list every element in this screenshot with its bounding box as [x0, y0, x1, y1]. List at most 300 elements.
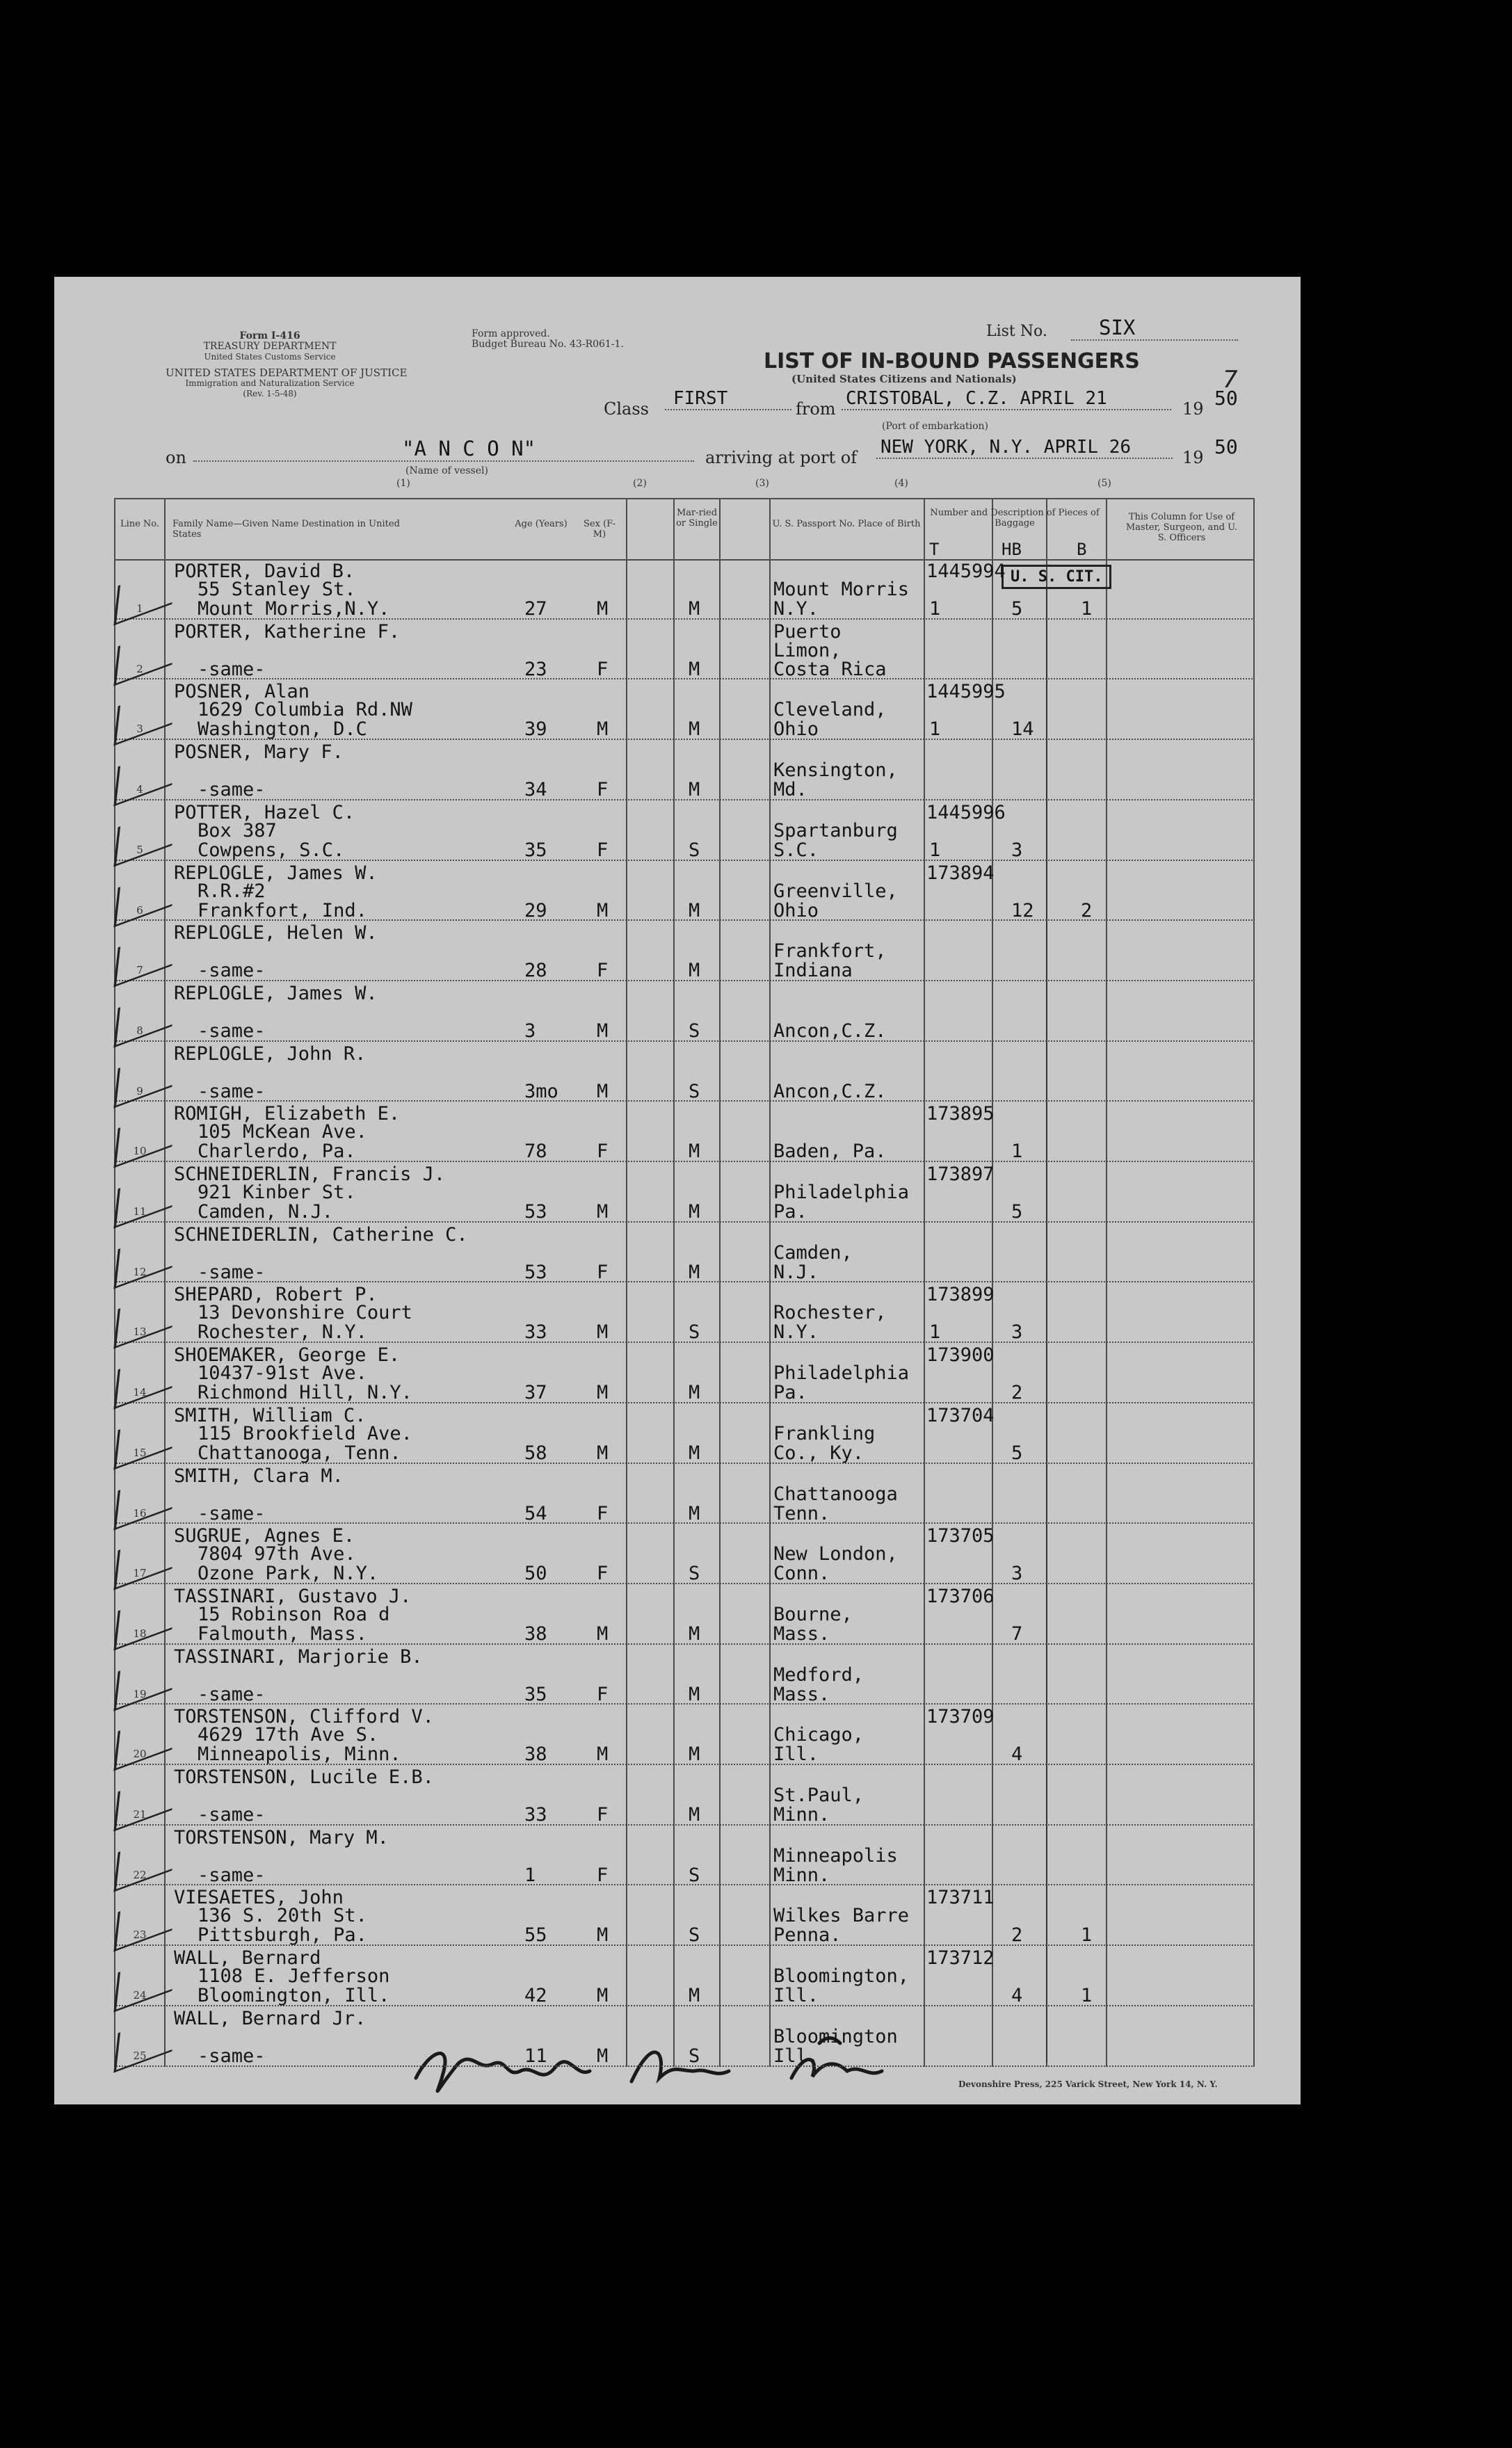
passenger-sex: M: [597, 718, 609, 741]
header-line-no: Line No.: [120, 519, 160, 529]
check-mark: [113, 1529, 176, 1591]
baggage-hand: 2: [1011, 1382, 1023, 1404]
birthplace-line1: Bourne,: [773, 1603, 853, 1625]
passenger-address-line: 13 Devonshire Court: [198, 1302, 412, 1324]
passenger-name: SHEPARD, Robert P.: [174, 1284, 378, 1306]
passenger-sex: M: [597, 1924, 609, 1947]
col-number-1: (1): [396, 478, 410, 489]
passenger-address-city: Mount Morris,N.Y.: [198, 598, 390, 620]
officer-column-line: [1046, 588, 1047, 2063]
passenger-marital-status: M: [689, 1985, 700, 2007]
passenger-address-city: Washington, D.C: [198, 718, 367, 741]
passenger-address-city: Minneapolis, Minn.: [198, 1744, 401, 1766]
col-number-3: (3): [755, 478, 769, 489]
birthplace-line2: Co., Ky.: [773, 1442, 864, 1464]
passenger-marital-status: S: [689, 1864, 700, 1886]
passenger-sex: F: [597, 779, 609, 801]
passenger-age: 27: [524, 598, 547, 620]
passenger-age: 35: [524, 839, 547, 861]
passenger-marital-status: S: [689, 2045, 700, 2067]
row-divider: [114, 1522, 1255, 1524]
birthplace-line2: Conn.: [773, 1563, 830, 1585]
passenger-address-line: 4629 17th Ave S.: [198, 1724, 379, 1746]
passenger-address-line: 105 McKean Ave.: [198, 1121, 367, 1143]
passenger-age: 28: [524, 960, 547, 982]
check-mark: [113, 1891, 176, 1952]
passenger-address-line: R.R.#2: [198, 880, 266, 902]
customs-service: United States Customs Service: [204, 352, 336, 362]
birthplace-line1: Medford,: [773, 1664, 864, 1686]
birthplace-line1: Spartanburg: [773, 819, 898, 842]
passenger-sex: F: [597, 1683, 609, 1705]
passenger-name: POSNER, Mary F.: [174, 741, 344, 764]
baggage-hand: 4: [1011, 1744, 1023, 1766]
birthplace-line2: Ohio: [773, 718, 819, 741]
passenger-age: 11: [524, 2045, 547, 2067]
birthplace-line1: Minneapolis: [773, 1844, 898, 1867]
passport-number: 1445995: [926, 681, 1006, 703]
row-divider: [114, 678, 1255, 679]
passenger-address-line: 1108 E. Jefferson: [198, 1965, 390, 1988]
row-divider: [114, 1884, 1255, 1885]
passenger-age: 33: [524, 1321, 547, 1344]
baggage-boxes: 1: [1081, 598, 1093, 620]
passenger-sex: F: [597, 1563, 609, 1585]
from-label: from: [796, 399, 836, 419]
birthplace-line2: Ohio: [773, 899, 819, 921]
passport-number: 173895: [926, 1103, 995, 1125]
check-mark: [113, 1107, 176, 1168]
birthplace-line1: Bloomington,: [773, 1965, 910, 1988]
passenger-name: WALL, Bernard Jr.: [174, 2007, 367, 2029]
passenger-sex: M: [597, 1622, 609, 1645]
passenger-age: 78: [524, 1141, 547, 1163]
passenger-age: 53: [524, 1261, 547, 1283]
passenger-address-city: -same-: [198, 779, 266, 801]
line-number: 8: [136, 1024, 143, 1037]
passenger-name: TORSTENSON, Lucile E.B.: [174, 1766, 434, 1788]
passenger-table: [114, 498, 1255, 2067]
birthplace-line2: Pa.: [773, 1201, 807, 1223]
passenger-sex: F: [597, 839, 609, 861]
line-number: 5: [136, 843, 143, 856]
passenger-marital-status: M: [689, 718, 700, 741]
passenger-address-city: -same-: [198, 1864, 266, 1886]
passenger-age: 50: [524, 1563, 547, 1585]
passenger-sex: M: [597, 1382, 609, 1404]
passenger-marital-status: S: [689, 839, 700, 861]
baggage-hand: 2: [1011, 1924, 1023, 1947]
passenger-marital-status: M: [689, 1261, 700, 1283]
us-citizen-stamp: U. S. CIT.: [1002, 565, 1111, 589]
passenger-sex: F: [597, 1141, 609, 1163]
list-no-value: SIX: [1071, 316, 1238, 341]
passenger-address-city: Rochester, N.Y.: [198, 1321, 367, 1344]
check-mark: [113, 1650, 176, 1711]
passenger-address-line: 1629 Columbia Rd.NW: [198, 699, 412, 721]
header-married: Mar-ried or Single: [676, 508, 718, 529]
birthplace-line2: Mass.: [773, 1683, 830, 1705]
check-mark: [113, 926, 176, 988]
passenger-address-line: 7804 97th Ave.: [198, 1543, 356, 1565]
birthplace-line2: Costa Rica: [773, 658, 887, 680]
line-number: 4: [136, 783, 143, 796]
passenger-address-city: Falmouth, Mass.: [198, 1622, 367, 1645]
passenger-address-city: Camden, N.J.: [198, 1201, 334, 1223]
baggage-hand: 7: [1011, 1622, 1023, 1645]
passenger-sex: M: [597, 1201, 609, 1223]
passenger-sex: M: [597, 899, 609, 921]
baggage-hand: 3: [1011, 1321, 1023, 1344]
birthplace-line1b: Limon,: [773, 639, 842, 661]
col-number-4: (4): [894, 478, 908, 489]
check-mark: [113, 625, 176, 686]
passenger-address-city: -same-: [198, 2045, 266, 2067]
passenger-marital-status: M: [689, 960, 700, 982]
revision: (Rev. 1-5-48): [243, 389, 297, 398]
passenger-sex: M: [597, 1744, 609, 1766]
row-divider: [114, 980, 1255, 981]
header-bag-b: B: [1077, 540, 1087, 559]
port-embarkation-caption: (Port of embarkation): [882, 421, 988, 432]
passenger-marital-status: M: [689, 1744, 700, 1766]
line-number: 1: [136, 602, 143, 615]
birthplace-line1: Philadelphia: [773, 1362, 910, 1385]
check-mark: [113, 1951, 176, 2013]
birthplace-line1: Philadelphia: [773, 1182, 910, 1203]
baggage-hand: 5: [1011, 1201, 1023, 1223]
check-mark: [113, 1710, 176, 1771]
passport-number: 173900: [926, 1344, 995, 1367]
check-mark: [113, 1771, 176, 1832]
passenger-age: 54: [524, 1502, 547, 1524]
passenger-marital-status: S: [689, 1080, 700, 1102]
line-number: 3: [136, 723, 143, 736]
passenger-age: 38: [524, 1622, 547, 1645]
passport-number: 173706: [926, 1585, 995, 1607]
passenger-age: 35: [524, 1683, 547, 1705]
passenger-address-city: -same-: [198, 1804, 266, 1826]
check-mark: [113, 1047, 176, 1108]
passenger-marital-status: M: [689, 899, 700, 921]
birthplace-line1: Bloomington: [773, 2025, 898, 2047]
check-mark: [113, 1408, 176, 1469]
passenger-sex: M: [597, 1442, 609, 1464]
passenger-marital-status: M: [689, 779, 700, 801]
passenger-marital-status: M: [689, 1141, 700, 1163]
baggage-trunks: 1: [929, 718, 941, 741]
passenger-name: POSNER, Alan: [174, 681, 310, 703]
baggage-hand: 5: [1011, 1442, 1023, 1464]
birthplace-line1: Chicago,: [773, 1724, 864, 1746]
passenger-address-city: -same-: [198, 658, 266, 680]
baggage-hand: 1: [1011, 1141, 1023, 1163]
line-number: 25: [133, 2049, 147, 2062]
passenger-age: 3mo: [524, 1080, 558, 1102]
passenger-address-line: 136 S. 20th St.: [198, 1905, 367, 1927]
passenger-name: PORTER, Katherine F.: [174, 620, 401, 643]
passenger-name: REPLOGLE, James W.: [174, 982, 378, 1004]
passenger-sex: F: [597, 658, 609, 680]
birthplace-line1: Frankling: [773, 1422, 876, 1444]
col-number-5: (5): [1097, 478, 1111, 489]
passenger-name: TASSINARI, Marjorie B.: [174, 1645, 423, 1668]
passenger-marital-status: M: [689, 1442, 700, 1464]
header-baggage: Number and Description of Pieces of Baggage: [930, 508, 1100, 529]
birthplace-line2: N.Y.: [773, 1321, 819, 1344]
arrival-port-value: NEW YORK, N.Y. APRIL 26: [876, 437, 1173, 459]
passenger-age: 37: [524, 1382, 547, 1404]
header-bag-hb: HB: [1002, 540, 1022, 559]
list-no-label: List No.: [986, 323, 1047, 340]
arriving-label: arriving at port of: [705, 448, 858, 467]
passenger-address-line: 921 Kinber St.: [198, 1182, 356, 1203]
passenger-name: SMITH, William C.: [174, 1404, 367, 1426]
baggage-boxes: 2: [1081, 899, 1093, 921]
passenger-address-city: -same-: [198, 1502, 266, 1524]
check-mark: [113, 1830, 176, 1892]
passenger-age: 58: [524, 1442, 547, 1464]
passenger-marital-status: M: [689, 1201, 700, 1223]
passenger-name: SUGRUE, Agnes E.: [174, 1525, 355, 1547]
passenger-name: REPLOGLE, John R.: [174, 1042, 367, 1065]
passenger-address-city: -same-: [198, 1080, 266, 1102]
passenger-name: REPLOGLE, Helen W.: [174, 922, 378, 944]
passenger-name: SMITH, Clara M.: [174, 1465, 344, 1487]
check-mark: [113, 565, 176, 626]
check-mark: [113, 746, 176, 807]
year-prefix: 19: [1182, 399, 1204, 419]
passenger-address-city: Richmond Hill, N.Y.: [198, 1382, 412, 1404]
row-divider: [114, 1824, 1255, 1826]
check-mark: [113, 1348, 176, 1410]
passenger-marital-status: S: [689, 1924, 700, 1947]
passenger-marital-status: M: [689, 598, 700, 620]
passport-number: 173711: [926, 1887, 995, 1909]
passenger-age: 39: [524, 718, 547, 741]
passenger-sex: M: [597, 1321, 609, 1344]
line-number: 20: [133, 1748, 147, 1761]
passenger-address-line: 15 Robinson Roa d: [198, 1603, 390, 1625]
passenger-address-city: -same-: [198, 1261, 266, 1283]
passenger-name: SHOEMAKER, George E.: [174, 1344, 401, 1367]
passport-number: 173712: [926, 1947, 995, 1970]
passport-number: 173899: [926, 1284, 995, 1306]
passenger-address-line: 115 Brookfield Ave.: [198, 1422, 412, 1444]
passenger-name: VIESAETES, John: [174, 1887, 344, 1909]
baggage-trunks: 1: [929, 839, 941, 861]
birthplace-line1: St.Paul,: [773, 1785, 864, 1806]
passenger-address-city: Bloomington, Ill.: [198, 1985, 390, 2007]
passport-number: 173704: [926, 1404, 995, 1426]
passenger-marital-status: M: [689, 1382, 700, 1404]
passenger-age: 34: [524, 779, 547, 801]
year-value: 50: [1214, 387, 1238, 410]
check-mark: [113, 1227, 176, 1289]
birthplace-line1: Puerto: [773, 620, 842, 643]
passenger-sex: F: [597, 960, 609, 982]
birthplace-line1: Chattanooga: [773, 1483, 898, 1505]
passenger-address-line: 10437-91st Ave.: [198, 1362, 367, 1385]
baggage-hand: 4: [1011, 1985, 1023, 2007]
birthplace-line1: Frankfort,: [773, 940, 887, 963]
justice-dept: UNITED STATES DEPARTMENT OF JUSTICE: [166, 367, 408, 379]
header-officers: This Column for Use of Master, Surgeon, and U. S. Officers: [1125, 512, 1238, 543]
passenger-address-city: Pittsburgh, Pa.: [198, 1924, 367, 1947]
baggage-hand: 12: [1011, 899, 1034, 921]
birthplace-line2: Mass.: [773, 1622, 830, 1645]
class-label: Class: [604, 399, 649, 419]
birthplace-line1: Greenville,: [773, 880, 898, 902]
passenger-address-line: 55 Stanley St.: [198, 579, 356, 600]
birthplace-line1: Camden,: [773, 1241, 853, 1264]
from-value: CRISTOBAL, C.Z. APRIL 21: [842, 388, 1171, 410]
ins-service: Immigration and Naturalization Service: [185, 378, 355, 388]
passenger-age: 55: [524, 1924, 547, 1947]
vessel-caption: (Name of vessel): [405, 465, 488, 476]
passport-number: 173894: [926, 862, 995, 884]
check-mark: [113, 1469, 176, 1530]
passenger-sex: M: [597, 2045, 609, 2067]
passenger-sex: F: [597, 1261, 609, 1283]
line-number: 24: [133, 1989, 147, 2002]
class-value: FIRST: [665, 388, 791, 410]
row-divider: [114, 1281, 1255, 1282]
line-number: 23: [133, 1928, 147, 1942]
arrival-year-prefix: 19: [1182, 448, 1204, 467]
passport-number: 1445994: [926, 561, 1006, 582]
passenger-name: TORSTENSON, Clifford V.: [174, 1706, 434, 1728]
birthplace-line2: Tenn.: [773, 1502, 830, 1524]
check-mark: [113, 805, 176, 867]
passenger-sex: F: [597, 1502, 609, 1524]
row-divider: [114, 1100, 1255, 1102]
birthplace-line2: Ill.: [773, 2045, 819, 2067]
on-label: on: [166, 448, 186, 467]
check-mark: [113, 986, 176, 1047]
baggage-boxes: 1: [1081, 1985, 1093, 2007]
passenger-age: 33: [524, 1804, 547, 1826]
line-number: 6: [136, 903, 143, 917]
line-number: 19: [133, 1687, 147, 1700]
birthplace-line2: Minn.: [773, 1804, 830, 1826]
check-mark: [113, 685, 176, 746]
passenger-address-city: Ozone Park, N.Y.: [198, 1563, 379, 1585]
baggage-hand: 5: [1011, 598, 1023, 620]
passenger-age: 42: [524, 1985, 547, 2007]
form-approved: Form approved.: [472, 328, 550, 339]
row-divider: [114, 2066, 1255, 2067]
passenger-address-city: -same-: [198, 1683, 266, 1705]
header-bag-t: T: [929, 540, 940, 559]
passenger-marital-status: M: [689, 1502, 700, 1524]
line-number: 18: [133, 1627, 147, 1640]
header-name: Family Name—Given Name Destination in United States: [172, 519, 400, 540]
passenger-name: TASSINARI, Gustavo J.: [174, 1585, 412, 1607]
birthplace-line2: N.J.: [773, 1261, 819, 1283]
birthplace-line2: Baden, Pa.: [773, 1141, 887, 1163]
passenger-sex: M: [597, 1985, 609, 2007]
baggage-hand: 14: [1011, 718, 1034, 741]
passenger-address-line: Box 387: [198, 819, 277, 842]
check-mark: [113, 1589, 176, 1650]
baggage-boxes: 1: [1081, 1924, 1093, 1947]
passenger-name: TORSTENSON, Mary M.: [174, 1826, 389, 1849]
passenger-sex: M: [597, 598, 609, 620]
line-number: 14: [133, 1386, 147, 1399]
passenger-age: 23: [524, 658, 547, 680]
header-sex: Sex (F-M): [584, 519, 616, 540]
baggage-hand: 3: [1011, 839, 1023, 861]
passenger-name: SCHNEIDERLIN, Francis J.: [174, 1163, 446, 1185]
passport-number: 173709: [926, 1706, 995, 1728]
birthplace-line1: Mount Morris: [773, 579, 910, 600]
budget-bureau: Budget Bureau No. 43-R061-1.: [472, 339, 624, 350]
passenger-age: 3: [524, 1020, 536, 1042]
check-mark: [113, 2011, 176, 2072]
passenger-address-city: Frankfort, Ind.: [198, 899, 367, 921]
line-number: 16: [133, 1506, 147, 1520]
arrival-year-value: 50: [1214, 435, 1238, 458]
page-subtitle: (United States Citizens and Nationals): [791, 373, 1017, 385]
passenger-name: REPLOGLE, James W.: [174, 862, 378, 884]
passenger-marital-status: M: [689, 1622, 700, 1645]
row-divider: [114, 1040, 1255, 1042]
line-number: 9: [136, 1084, 143, 1097]
passenger-sex: F: [597, 1864, 609, 1886]
birthplace-line2: Ill.: [773, 1985, 819, 2007]
baggage-trunks: 1: [929, 598, 941, 620]
line-number: 22: [133, 1868, 147, 1881]
passenger-name: WALL, Bernard: [174, 1947, 321, 1970]
baggage-hand: 3: [1011, 1563, 1023, 1585]
passenger-marital-status: S: [689, 1563, 700, 1585]
passenger-age: 1: [524, 1864, 536, 1886]
line-number: 2: [136, 662, 143, 675]
passport-number: 1445996: [926, 801, 1006, 823]
header-age: Age (Years): [515, 519, 568, 529]
passenger-address-city: Cowpens, S.C.: [198, 839, 345, 861]
printer-imprint: Devonshire Press, 225 Varick Street, New York 14, N. Y.: [958, 2079, 1218, 2089]
passport-number: 173705: [926, 1525, 995, 1547]
passenger-name: SCHNEIDERLIN, Catherine C.: [174, 1223, 468, 1246]
vessel-name: "A N C O N": [193, 437, 694, 462]
passenger-age: 29: [524, 899, 547, 921]
passenger-address-city: Charlerdo, Pa.: [198, 1141, 356, 1163]
baggage-trunks: 1: [929, 1321, 941, 1344]
birthplace-line2: Pa.: [773, 1382, 807, 1404]
line-number: 15: [133, 1446, 147, 1459]
birthplace-line1: Kensington,: [773, 759, 898, 782]
page-title: LIST OF IN-BOUND PASSENGERS: [764, 349, 1140, 373]
passenger-address-city: -same-: [198, 1020, 266, 1042]
passport-number: 173897: [926, 1163, 995, 1185]
birthplace-line2: Indiana: [773, 960, 853, 982]
birthplace-line1: Rochester,: [773, 1302, 887, 1324]
passenger-marital-status: M: [689, 1804, 700, 1826]
passenger-address-city: Chattanooga, Tenn.: [198, 1442, 401, 1464]
passenger-name: POTTER, Hazel C.: [174, 801, 355, 823]
check-mark: [113, 1168, 176, 1229]
birthplace-line1: Wilkes Barre: [773, 1905, 910, 1927]
line-number: 12: [133, 1265, 147, 1278]
form-number: Form I-416: [239, 330, 300, 341]
passenger-marital-status: M: [689, 658, 700, 680]
passenger-name: ROMIGH, Elizabeth E.: [174, 1103, 401, 1125]
line-number: 17: [133, 1567, 147, 1580]
passenger-age: 38: [524, 1744, 547, 1766]
birthplace-line2: Minn.: [773, 1864, 830, 1886]
